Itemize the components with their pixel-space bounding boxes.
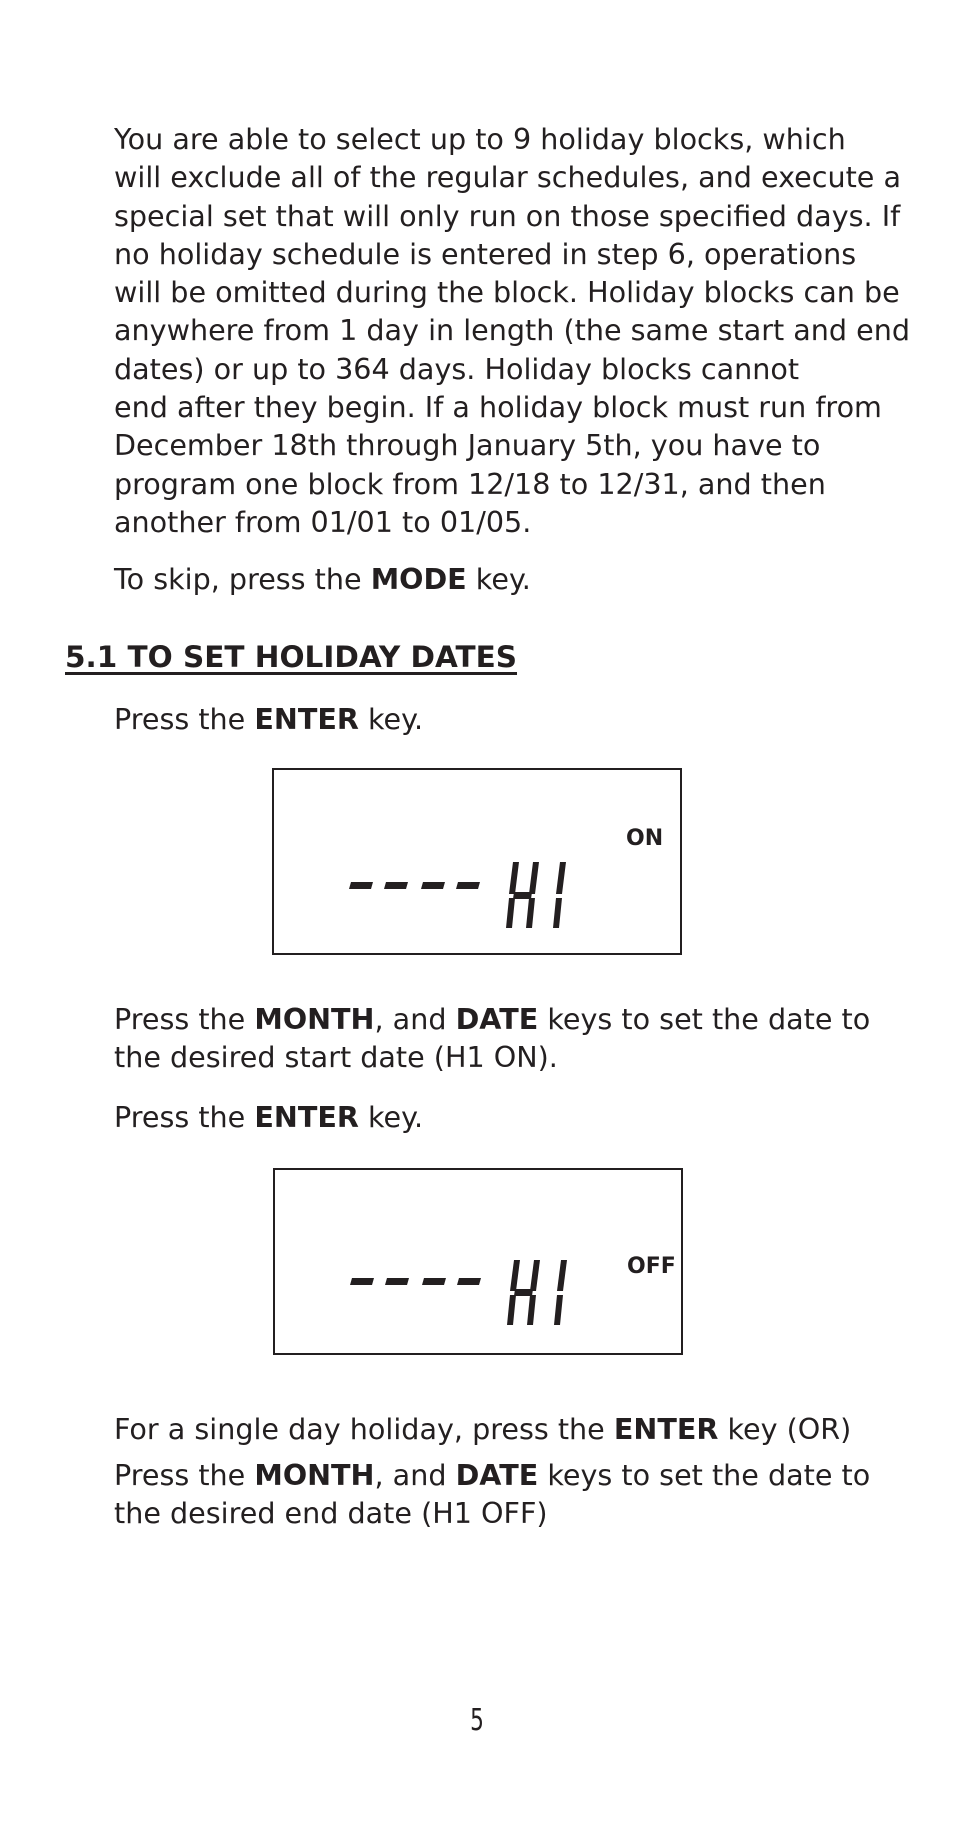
mode-key: MODE [370, 562, 467, 596]
intro-line: program one block from 12/18 to 12/31, and then [114, 466, 826, 501]
section-heading: 5.1 TO SET HOLIDAY DATES [65, 640, 518, 674]
intro-line: dates) or up to 364 days. Holiday blocks cannot [114, 351, 800, 386]
step-set-start-date: Press the MONTH, and DATE keys to set the date to the desired start date (H1 ON). [114, 1002, 871, 1075]
date-key: DATE [455, 1458, 539, 1492]
intro-line: December 18th through January 5th, you have to [114, 428, 821, 463]
lcd-display-h1-on [272, 768, 682, 955]
month-key: MONTH [254, 1002, 375, 1036]
intro-line: another from 01/01 to 01/05. [114, 504, 532, 539]
intro-line: special set that will only run on those specified days. If [114, 198, 901, 233]
h1-segments [506, 862, 566, 928]
month-key: MONTH [254, 1458, 375, 1492]
step-set-end-date: Press the MONTH, and DATE keys to set the date to the desired end date (H1 OFF) [114, 1458, 871, 1531]
step-press-enter-1: Press the ENTER key. [114, 702, 424, 736]
intro-line: no holiday schedule is entered in step 6, operations [114, 236, 857, 271]
step-single-day: For a single day holiday, press the ENTER key (OR) [114, 1412, 852, 1446]
dash-segments [349, 882, 480, 889]
lcd-on-label: ON [626, 826, 664, 851]
intro-line: will be omitted during the block. Holiday blocks can be [114, 275, 900, 310]
enter-key: ENTER [254, 702, 359, 736]
skip-instruction: To skip, press the MODE key. [114, 562, 531, 596]
intro-paragraph [114, 120, 911, 541]
date-key: DATE [455, 1002, 539, 1036]
intro-line: end after they begin. If a holiday block must run from [114, 390, 882, 425]
intro-line: will exclude all of the regular schedules, and execute a [114, 160, 901, 195]
lcd-segments [275, 1170, 685, 1357]
intro-line: You are able to select up to 9 holiday blocks, which [114, 122, 846, 156]
step-press-enter-2: Press the ENTER key. [114, 1100, 424, 1134]
enter-key: ENTER [254, 1100, 359, 1134]
intro-line: anywhere from 1 day in length (the same start and end [114, 313, 911, 348]
h1-segments [507, 1260, 567, 1325]
enter-key: ENTER [613, 1412, 719, 1446]
lcd-off-label: OFF [627, 1254, 676, 1279]
page-number: 5 [470, 1703, 484, 1738]
lcd-segments [274, 770, 684, 957]
lcd-display-h1-off [273, 1168, 683, 1355]
dash-segments [350, 1278, 481, 1285]
